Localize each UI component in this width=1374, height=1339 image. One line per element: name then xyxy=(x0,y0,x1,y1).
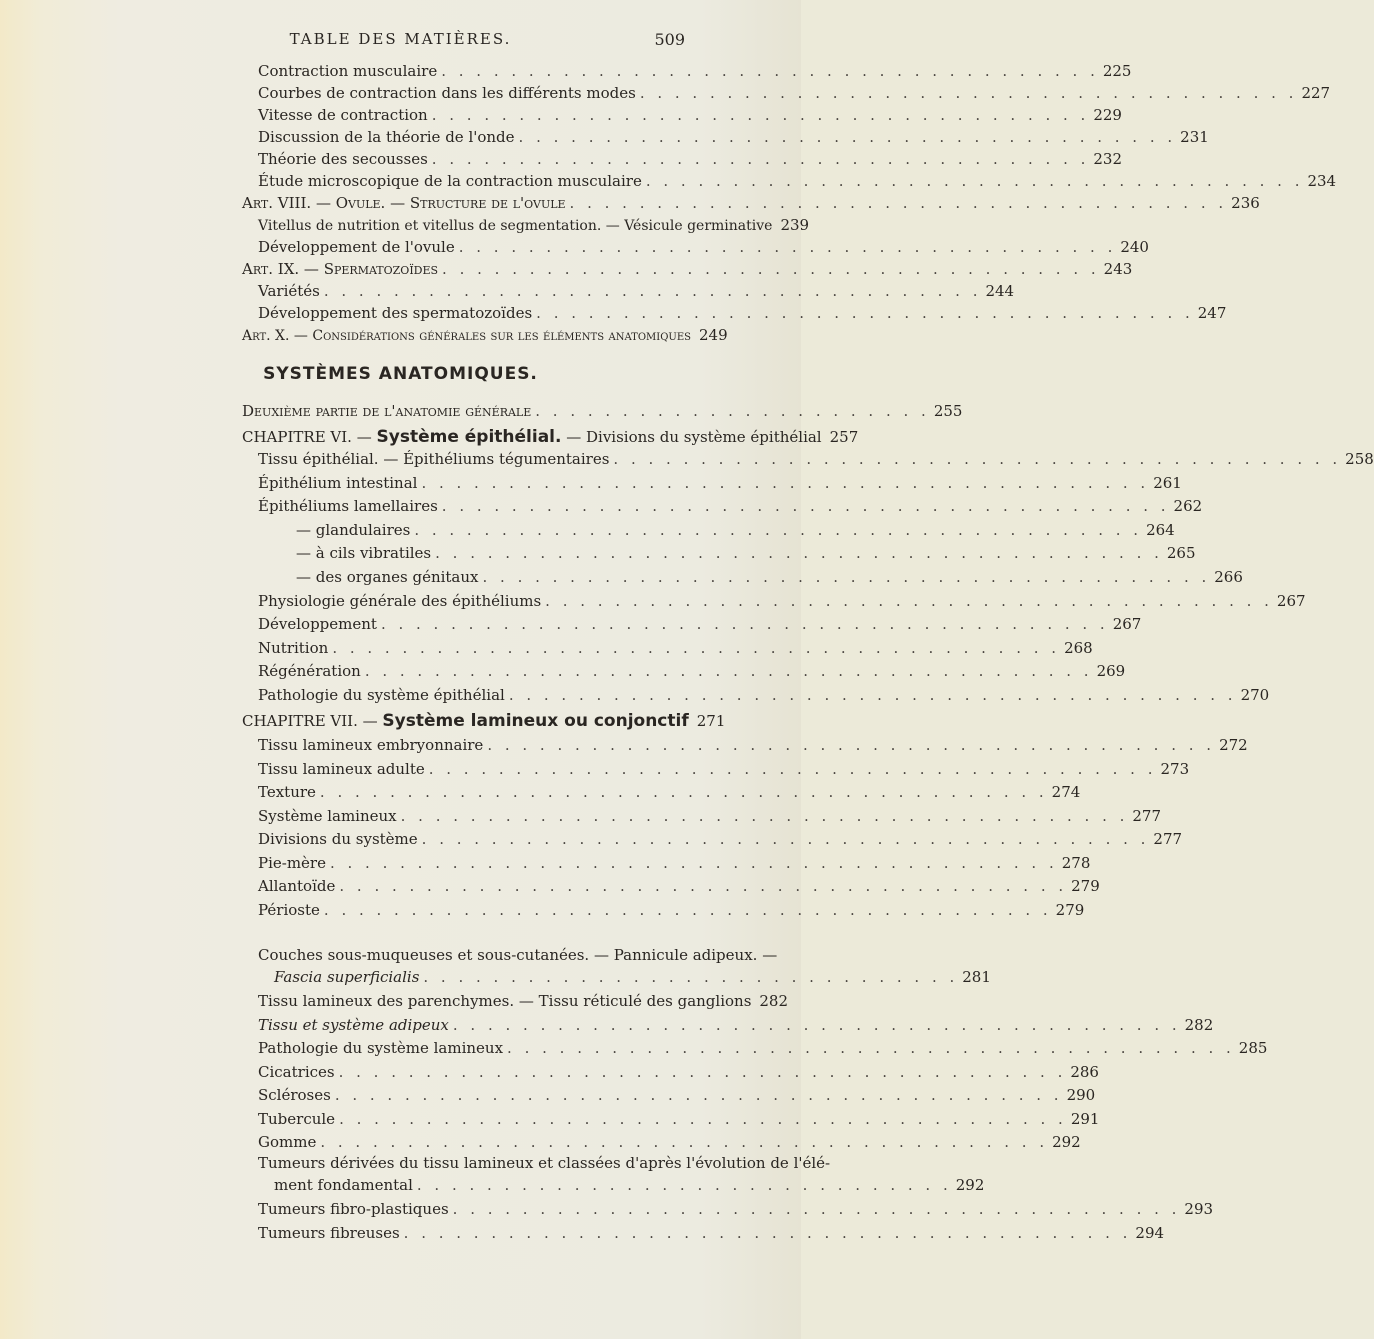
leader-dots: . . . . . . . . . . . . . . . . . . . . . . . . . . . . . . . . . . . . . . . . . . xyxy=(508,686,1237,704)
toc-entry-page: 236 xyxy=(1231,194,1260,212)
toc-entry-text: Développement des spermatozoïdes xyxy=(258,304,533,322)
toc-entry-text: Développement xyxy=(258,615,377,634)
toc-entry-text: Art. X. — Considérations générales sur les éléments anatomiques xyxy=(242,328,692,344)
chapter-label: CHAPITRE VI. — xyxy=(242,428,377,446)
toc-entry-text: Vitellus de nutrition et vitellus de segmentation. — Vésicule germinative xyxy=(258,218,773,234)
toc-entry-text: Tissu et système adipeux xyxy=(258,1015,449,1034)
toc-entry xyxy=(258,128,1209,146)
leader-dots: . . . . . . . . . . . . . . . . . . . . . . . . . . . . . . . . . . . . . . . . . . xyxy=(452,1200,1181,1218)
toc-entry-text: Tumeurs fibreuses xyxy=(258,1223,400,1242)
toc-entry-text: Tubercule xyxy=(258,1109,336,1128)
toc-entry-page: 247 xyxy=(1197,304,1227,322)
leader-dots: . . . . . . . . . . . . . . . . . . . . . . . . . . . . . . . . . . . . . . xyxy=(458,238,1117,256)
leader-dots: . . . . . . . . . . . . . . . . . . . . . . . . . . . . . . . . . . . . . . xyxy=(431,106,1090,124)
toc-entry-page: 267 xyxy=(1112,615,1142,634)
toc-entry xyxy=(258,615,1142,634)
leader-dots: . . . . . . . . . . . . . . . . . . . . . . . . . . . . . . . . . . . . . . . . . . xyxy=(441,497,1170,516)
toc-entry-page: 258 xyxy=(1345,450,1374,468)
leader-dots: . . . . . . . . . . . . . . . . . . . . . . . xyxy=(535,402,930,420)
leader-dots: . . . . . . . . . . . . . . . . . . . . . . . . . . . . . . . . . . . . . . . . . . xyxy=(421,830,1150,848)
toc-entry-page: 290 xyxy=(1066,1086,1096,1104)
toc-entry xyxy=(258,304,1227,322)
toc-entry-page: 249 xyxy=(699,326,728,344)
toc-entry-line1: Tumeurs dérivées du tissu lamineux et classées d'après l'évolution de l'élé- xyxy=(258,1154,831,1172)
leader-dots: . . . . . . . . . . . . . . . . . . . . . . . . . . . . . . . . . . . . . . . . . . xyxy=(435,544,1163,563)
toc-entry-page: 265 xyxy=(1166,544,1196,563)
chapter-subtitle: — Divisions du système épithélial xyxy=(561,428,822,446)
leader-dots: . . . . . . . . . . . . . . . . . . . . . . . . . . . . . . . . . . . . . . . . . . xyxy=(507,1039,1235,1057)
toc-entry-page: 278 xyxy=(1061,853,1091,872)
toc-entry-line1: Couches sous-muqueuses et sous-cutanées. — Pannicule adipeux. — xyxy=(258,946,778,964)
toc-entry xyxy=(258,450,1374,468)
toc-entry-text: Tissu lamineux des parenchymes. — Tissu réticulé des ganglions xyxy=(258,992,752,1010)
toc-entry-text: Tissu lamineux embryonnaire xyxy=(258,736,484,754)
toc-entry-page: 279 xyxy=(1071,877,1100,895)
toc-article xyxy=(242,260,1133,278)
toc-entry xyxy=(258,1133,1081,1151)
toc-entry-page: 294 xyxy=(1135,1223,1165,1242)
leader-dots: . . . . . . . . . . . . . . . . . . . . . . . . . . . . . . . . . . . . . . . . . . xyxy=(414,520,1143,539)
toc-entry-page: 270 xyxy=(1240,686,1270,704)
toc-entry-text: Régénération xyxy=(258,662,361,681)
chapter-entry-7 xyxy=(242,711,726,731)
toc-entry-text: Tissu lamineux adulte xyxy=(258,759,425,778)
toc-entry xyxy=(258,806,1162,825)
toc-entry-text: Pathologie du système lamineux xyxy=(258,1039,504,1057)
toc-entry-text: Art. IX. — Spermatozoïdes xyxy=(242,260,439,278)
toc-entry xyxy=(258,830,1183,848)
leader-dots: . . . . . . . . . . . . . . . . . . . . . . . . . . . . . . . . . . . . . . . . . . xyxy=(323,900,1052,919)
page-number: 509 xyxy=(654,30,685,49)
toc-entry-page: 293 xyxy=(1184,1200,1214,1218)
toc-entry xyxy=(258,282,1015,300)
toc-entry-text: — à cils vibratiles xyxy=(296,544,432,563)
leader-dots: . . . . . . . . . . . . . . . . . . . . . . . . . . . . . . . . . . . . . . . . . . xyxy=(338,1062,1067,1081)
leader-dots: . . . . . . . . . . . . . . . . . . . . . . . . . . . . . . . . . . . . . . . . . . xyxy=(482,568,1211,586)
toc-entry-page: 271 xyxy=(696,712,726,730)
toc-entry-page: 277 xyxy=(1153,830,1183,848)
toc-entry-text: Étude microscopique de la contraction musculaire xyxy=(258,172,642,190)
toc-entry-page: 268 xyxy=(1064,638,1093,657)
leader-dots: . . . . . . . . . . . . . . . . . . . . . . . . . . . . . . . . . . . . . . xyxy=(442,260,1100,278)
leader-dots: . . . . . . . . . . . . . . . . . . . . . . . . . . . . . . . xyxy=(416,1176,952,1194)
toc-entry-page: 282 xyxy=(1184,1015,1214,1034)
toc-entry xyxy=(258,1086,1096,1104)
toc-entry-page: 291 xyxy=(1070,1109,1100,1128)
toc-entry-text: Développement de l'ovule xyxy=(258,238,455,256)
toc-article xyxy=(242,194,1260,212)
chapter-title: Système lamineux ou conjonctif xyxy=(382,711,689,731)
toc-entry-page: 285 xyxy=(1238,1039,1268,1057)
leader-dots: . . . . . . . . . . . . . . . . . . . . . . . . . . . . . . . . . . . . . . xyxy=(536,304,1194,322)
toc-entry-page: 292 xyxy=(955,1176,985,1194)
leader-dots: . . . . . . . . . . . . . . . . . . . . . . . . . . . . . . . . . . . . . . xyxy=(645,172,1304,190)
toc-entry-page: 243 xyxy=(1103,260,1133,278)
toc-entry-page: 282 xyxy=(759,992,789,1010)
toc-entry-text: Théorie des secousses xyxy=(258,150,428,168)
toc-entry-text: Divisions du système xyxy=(258,830,418,848)
toc-entry-page: 229 xyxy=(1093,106,1122,124)
leader-dots: . . . . . . . . . . . . . . . . . . . . . . . . . . . . . . . . . . . . . . . . . . xyxy=(319,783,1048,801)
running-head xyxy=(0,30,801,60)
toc-entry-text: Périoste xyxy=(258,900,320,919)
toc-entry-text: Épithéliums lamellaires xyxy=(258,497,438,516)
toc-entry-page: 277 xyxy=(1132,806,1162,825)
leader-dots: . . . . . . . . . . . . . . . . . . . . . . . . . . . . . . . . . . . . . . . . . . xyxy=(329,853,1058,872)
toc-entry xyxy=(296,520,1175,539)
toc-entry-page: 274 xyxy=(1051,783,1081,801)
leader-dots: . . . . . . . . . . . . . . . . . . . . . . . . . . . . . . . . . . . . . . . . . . xyxy=(332,638,1061,657)
toc-entry-page: 279 xyxy=(1055,900,1085,919)
toc-entry xyxy=(258,853,1091,872)
toc-entry-text: Fascia superficialis xyxy=(274,968,420,986)
toc-entry xyxy=(258,1039,1268,1057)
toc-entry-page: 225 xyxy=(1102,62,1132,80)
toc-entry-page: 239 xyxy=(780,216,810,234)
toc-entry-page: 232 xyxy=(1093,150,1123,168)
toc-entry-text: Tissu épithélial. — Épithéliums tégumentaires xyxy=(258,450,610,468)
toc-entry-page: 264 xyxy=(1146,520,1175,539)
toc-entry-text: — glandulaires xyxy=(296,520,411,539)
toc-entry-text: Physiologie générale des épithéliums xyxy=(258,591,542,610)
toc-entry-text: Texture xyxy=(258,783,316,801)
toc-entry xyxy=(258,1200,1214,1218)
toc-entry-text: Deuxième partie de l'anatomie générale xyxy=(242,402,532,420)
toc-entry xyxy=(258,591,1306,610)
toc-entry xyxy=(258,662,1126,681)
toc-entry-page: 240 xyxy=(1120,238,1149,256)
toc-entry xyxy=(258,1223,1165,1242)
leader-dots: . . . . . . . . . . . . . . . . . . . . . . . . . . . . . . . . . . . . . . xyxy=(323,282,982,300)
toc-entry xyxy=(258,992,789,1010)
toc-entry-page: 269 xyxy=(1096,662,1126,681)
toc-entry xyxy=(258,238,1149,256)
toc-article xyxy=(242,326,728,345)
toc-entry xyxy=(274,968,991,986)
toc-entry xyxy=(258,1015,1214,1034)
toc-entry xyxy=(258,686,1270,704)
leader-dots: . . . . . . . . . . . . . . . . . . . . . . . . . . . . . . . . . . . . . . . . . . xyxy=(428,759,1157,778)
leader-dots: . . . . . . . . . . . . . . . . . . . . . . . . . . . . . . . . . . . . . . . . . . xyxy=(487,736,1216,754)
toc-entry-page: 266 xyxy=(1214,568,1243,586)
toc-entry-page: 227 xyxy=(1301,84,1331,102)
toc-entry-page: 273 xyxy=(1160,759,1190,778)
leader-dots: . . . . . . . . . . . . . . . . . . . . . . . . . . . . . . . . . . . . . . . . . . xyxy=(380,615,1109,634)
chapter-entry-6 xyxy=(242,427,859,447)
toc-entry-text: Allantoïde xyxy=(258,877,336,895)
toc-entry-text: Contraction musculaire xyxy=(258,62,438,80)
leader-dots: . . . . . . . . . . . . . . . . . . . . . . . . . . . . . . . . . . . . . . . . . . xyxy=(613,450,1342,468)
leader-dots: . . . . . . . . . . . . . . . . . . . . . . . . . . . . . . . xyxy=(423,968,959,986)
toc-entry xyxy=(258,900,1085,919)
toc-entry xyxy=(258,877,1100,895)
leader-dots: . . . . . . . . . . . . . . . . . . . . . . . . . . . . . . . . . . . . . . xyxy=(518,128,1177,146)
toc-entry xyxy=(296,568,1243,586)
toc-entry xyxy=(274,1176,985,1194)
toc-entry-page: 261 xyxy=(1153,473,1182,492)
toc-entry-page: 234 xyxy=(1307,172,1337,190)
toc-entry-text: Tumeurs fibro-plastiques xyxy=(258,1200,449,1218)
toc-entry-text: Vitesse de contraction xyxy=(258,106,428,124)
toc-entry-text: Pathologie du système épithélial xyxy=(258,686,505,704)
toc-entry xyxy=(258,1062,1099,1081)
toc-entry-text: Gomme xyxy=(258,1133,317,1151)
toc-entry xyxy=(258,497,1203,516)
toc-entry-text: Art. VIII. — Ovule. — Structure de l'ovule xyxy=(242,194,566,212)
toc-entry-page: 255 xyxy=(933,402,963,420)
leader-dots: . . . . . . . . . . . . . . . . . . . . . . . . . . . . . . . . . . . . . . . . . . xyxy=(421,473,1150,492)
toc-part xyxy=(242,402,963,420)
toc-entry-text: Nutrition xyxy=(258,638,329,657)
toc-entry-page: 231 xyxy=(1180,128,1209,146)
leader-dots: . . . . . . . . . . . . . . . . . . . . . . . . . . . . . . . . . . . . . . xyxy=(639,84,1298,102)
toc-entry xyxy=(258,1109,1100,1128)
toc-entry-text: Système lamineux xyxy=(258,806,397,825)
toc-entry xyxy=(258,172,1337,190)
leader-dots: . . . . . . . . . . . . . . . . . . . . . . . . . . . . . . . . . . . . . . . . . . xyxy=(339,877,1068,895)
leader-dots: . . . . . . . . . . . . . . . . . . . . . . . . . . . . . . . . . . . . . . . . . . xyxy=(339,1109,1067,1128)
leader-dots: . . . . . . . . . . . . . . . . . . . . . . . . . . . . . . . . . . . . . . . . . . xyxy=(545,591,1273,610)
toc-entry xyxy=(258,216,810,235)
toc-entry-page: 292 xyxy=(1052,1133,1081,1151)
toc-entry-text: Cicatrices xyxy=(258,1062,335,1081)
toc-entry xyxy=(258,638,1093,657)
chapter-label: CHAPITRE VII. — xyxy=(242,712,383,730)
toc-entry xyxy=(258,84,1331,102)
leader-dots: . . . . . . . . . . . . . . . . . . . . . . . . . . . . . . . . . . . . . . xyxy=(569,194,1228,212)
leader-dots: . . . . . . . . . . . . . . . . . . . . . . . . . . . . . . . . . . . . . . . . . . xyxy=(403,1223,1132,1242)
toc-entry-page: 267 xyxy=(1276,591,1306,610)
toc-entry-text: — des organes génitaux xyxy=(296,568,479,586)
toc-entry xyxy=(258,106,1122,124)
toc-entry-page: 244 xyxy=(985,282,1015,300)
toc-entry-page: 281 xyxy=(962,968,991,986)
section-heading: SYSTÈMES ANATOMIQUES. xyxy=(263,364,538,384)
toc-entry xyxy=(258,62,1132,80)
toc-entry-text: ment fondamental xyxy=(274,1176,413,1194)
toc-entry xyxy=(258,150,1123,168)
leader-dots: . . . . . . . . . . . . . . . . . . . . . . . . . . . . . . . . . . . . . . . . . . xyxy=(364,662,1093,681)
toc-entry xyxy=(258,473,1182,492)
leader-dots: . . . . . . . . . . . . . . . . . . . . . . . . . . . . . . . . . . . . . . xyxy=(441,62,1099,80)
toc-entry-text: Scléroses xyxy=(258,1086,331,1104)
toc-entry-text: Courbes de contraction dans les différents modes xyxy=(258,84,636,102)
running-head-title: TABLE DES MATIÈRES. xyxy=(289,30,512,48)
leader-dots: . . . . . . . . . . . . . . . . . . . . . . . . . . . . . . . . . . . . . . . . . . xyxy=(400,806,1129,825)
toc-entry-text: Pie-mère xyxy=(258,853,326,872)
toc-entry-page: 257 xyxy=(829,428,859,446)
toc-entry-text: Épithélium intestinal xyxy=(258,473,418,492)
toc-entry xyxy=(296,544,1196,563)
chapter-title: Système épithélial. xyxy=(376,427,562,447)
toc-entry-text: Discussion de la théorie de l'onde xyxy=(258,128,515,146)
toc-entry xyxy=(258,759,1190,778)
toc-entry-page: 286 xyxy=(1070,1062,1099,1081)
toc-entry-text: Variétés xyxy=(258,282,320,300)
leader-dots: . . . . . . . . . . . . . . . . . . . . . . . . . . . . . . . . . . . . . . . . . . xyxy=(334,1086,1063,1104)
toc-entry-page: 262 xyxy=(1173,497,1203,516)
toc-entry-page: 272 xyxy=(1219,736,1248,754)
toc-entry xyxy=(258,736,1248,754)
toc-entry xyxy=(258,783,1081,801)
leader-dots: . . . . . . . . . . . . . . . . . . . . . . . . . . . . . . . . . . . . . . . . . . xyxy=(452,1015,1181,1034)
leader-dots: . . . . . . . . . . . . . . . . . . . . . . . . . . . . . . . . . . . . . . . . . . xyxy=(320,1133,1049,1151)
leader-dots: . . . . . . . . . . . . . . . . . . . . . . . . . . . . . . . . . . . . . . xyxy=(431,150,1090,168)
